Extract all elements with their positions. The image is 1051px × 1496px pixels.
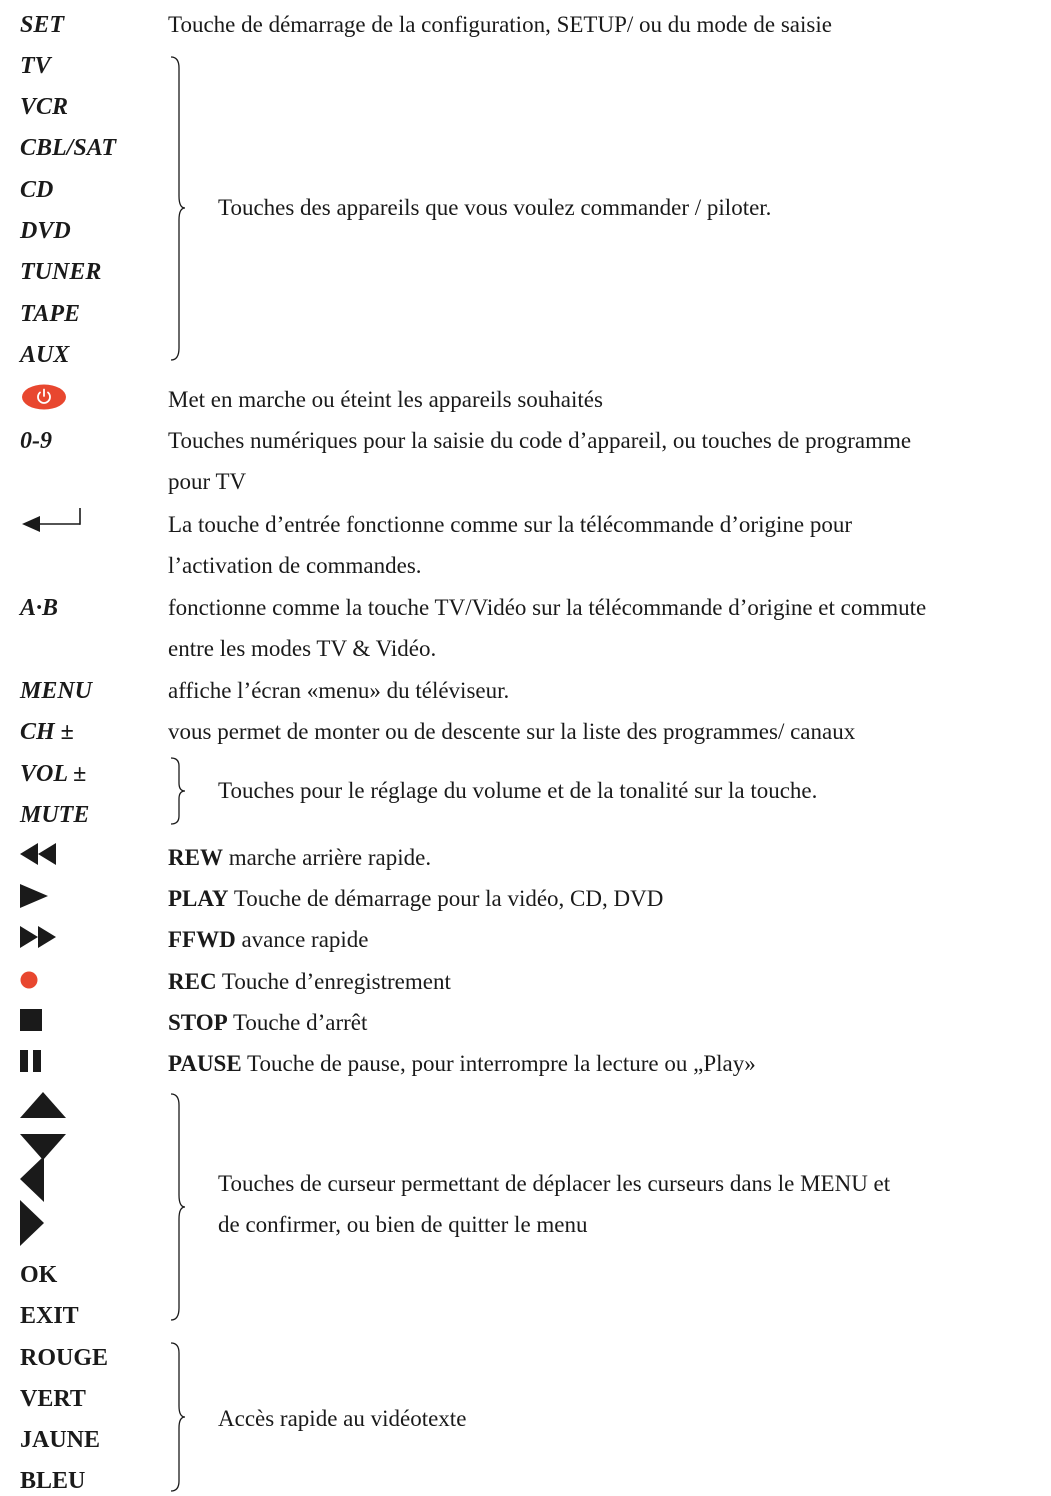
desc-ab-line2: entre les modes TV & Vidéo. <box>168 636 437 661</box>
key-rouge: ROUGE <box>20 1345 109 1371</box>
key-ch: CH ± <box>20 719 74 745</box>
desc-stop-text: Touche d’arrêt <box>227 1010 368 1035</box>
volume-group-brace <box>170 757 186 825</box>
desc-ab-line1: fonctionne comme la touche TV/Vidéo sur la télécommande d’origine et commute <box>168 595 927 620</box>
fast-forward-icon <box>20 926 60 948</box>
rewind-icon <box>20 843 60 865</box>
key-tuner: TUNER <box>20 259 102 285</box>
desc-play <box>168 884 663 914</box>
desc-rew <box>168 843 431 873</box>
key-vert: VERT <box>20 1386 86 1412</box>
lead-rew: REW <box>168 845 223 870</box>
key-digits: 0-9 <box>20 428 52 454</box>
key-cbl-sat: CBL/SAT <box>20 135 117 161</box>
lead-stop: STOP <box>168 1010 228 1035</box>
key-ok: OK <box>20 1262 58 1288</box>
key-mute: MUTE <box>20 802 90 828</box>
key-jaune: JAUNE <box>20 1427 101 1453</box>
up-arrow-icon <box>20 1092 66 1118</box>
desc-ch: vous permet de monter ou de descente sur la liste des programmes/ canaux <box>168 719 856 744</box>
left-arrow-icon <box>20 1156 46 1202</box>
desc-ffwd-text: avance rapide <box>235 927 369 952</box>
key-tape: TAPE <box>20 301 81 327</box>
key-aux: AUX <box>20 342 70 368</box>
stop-icon <box>20 1009 42 1031</box>
desc-rew-text: marche arrière rapide. <box>222 845 432 870</box>
desc-enter-line1: La touche d’entrée fonctionne comme sur la télécommande d’origine pour <box>168 512 852 537</box>
desc-pause <box>168 1049 756 1079</box>
record-icon <box>20 971 38 989</box>
key-ab: A·B <box>20 595 59 621</box>
cursor-group-desc-line1: Touches de curseur permettant de déplacer les curseurs dans le MENU et <box>218 1171 891 1196</box>
pause-icon <box>20 1050 42 1072</box>
device-group-desc: Touches des appareils que vous voulez commander / piloter. <box>218 195 772 220</box>
desc-menu: affiche l’écran «menu» du téléviseur. <box>168 678 510 703</box>
lead-ffwd: FFWD <box>168 927 236 952</box>
device-group-brace <box>170 56 186 361</box>
play-icon <box>20 884 50 908</box>
key-menu: MENU <box>20 678 93 704</box>
enter-arrow-icon <box>20 507 82 533</box>
key-tv: TV <box>20 53 51 79</box>
desc-stop <box>168 1008 367 1038</box>
lead-rec: REC <box>168 969 217 994</box>
teletext-group-brace <box>170 1342 186 1492</box>
lead-play: PLAY <box>168 886 229 911</box>
key-bleu: BLEU <box>20 1468 86 1494</box>
key-vol: VOL ± <box>20 761 87 787</box>
desc-play-text: Touche de démarrage pour la vidéo, CD, DVD <box>228 886 664 911</box>
desc-digits-line2: pour TV <box>168 469 247 494</box>
desc-rec <box>168 967 451 997</box>
volume-group-desc: Touches pour le réglage du volume et de la tonalité sur la touche. <box>218 778 818 803</box>
desc-power: Met en marche ou éteint les appareils souhaités <box>168 387 603 412</box>
teletext-group-desc: Accès rapide au vidéotexte <box>218 1406 467 1431</box>
power-icon <box>20 383 68 411</box>
lead-pause: PAUSE <box>168 1051 242 1076</box>
desc-digits-line1: Touches numériques pour la saisie du code d’appareil, ou touches de programme <box>168 428 912 453</box>
key-vcr: VCR <box>20 94 69 120</box>
key-exit: EXIT <box>20 1303 79 1329</box>
desc-pause-text: Touche de pause, pour interrompre la lecture ou „Play» <box>241 1051 756 1076</box>
key-set: SET <box>20 12 65 38</box>
right-arrow-icon <box>20 1200 46 1246</box>
cursor-group-desc-line2: de confirmer, ou bien de quitter le menu <box>218 1212 588 1237</box>
desc-rec-text: Touche d’enregistrement <box>216 969 451 994</box>
desc-enter-line2: l’activation de commandes. <box>168 553 422 578</box>
desc-ffwd <box>168 925 369 955</box>
key-dvd: DVD <box>20 218 71 244</box>
desc-set: Touche de démarrage de la configuration, SETUP/ ou du mode de saisie <box>168 12 832 37</box>
cursor-group-brace <box>170 1093 186 1321</box>
key-cd: CD <box>20 177 54 203</box>
